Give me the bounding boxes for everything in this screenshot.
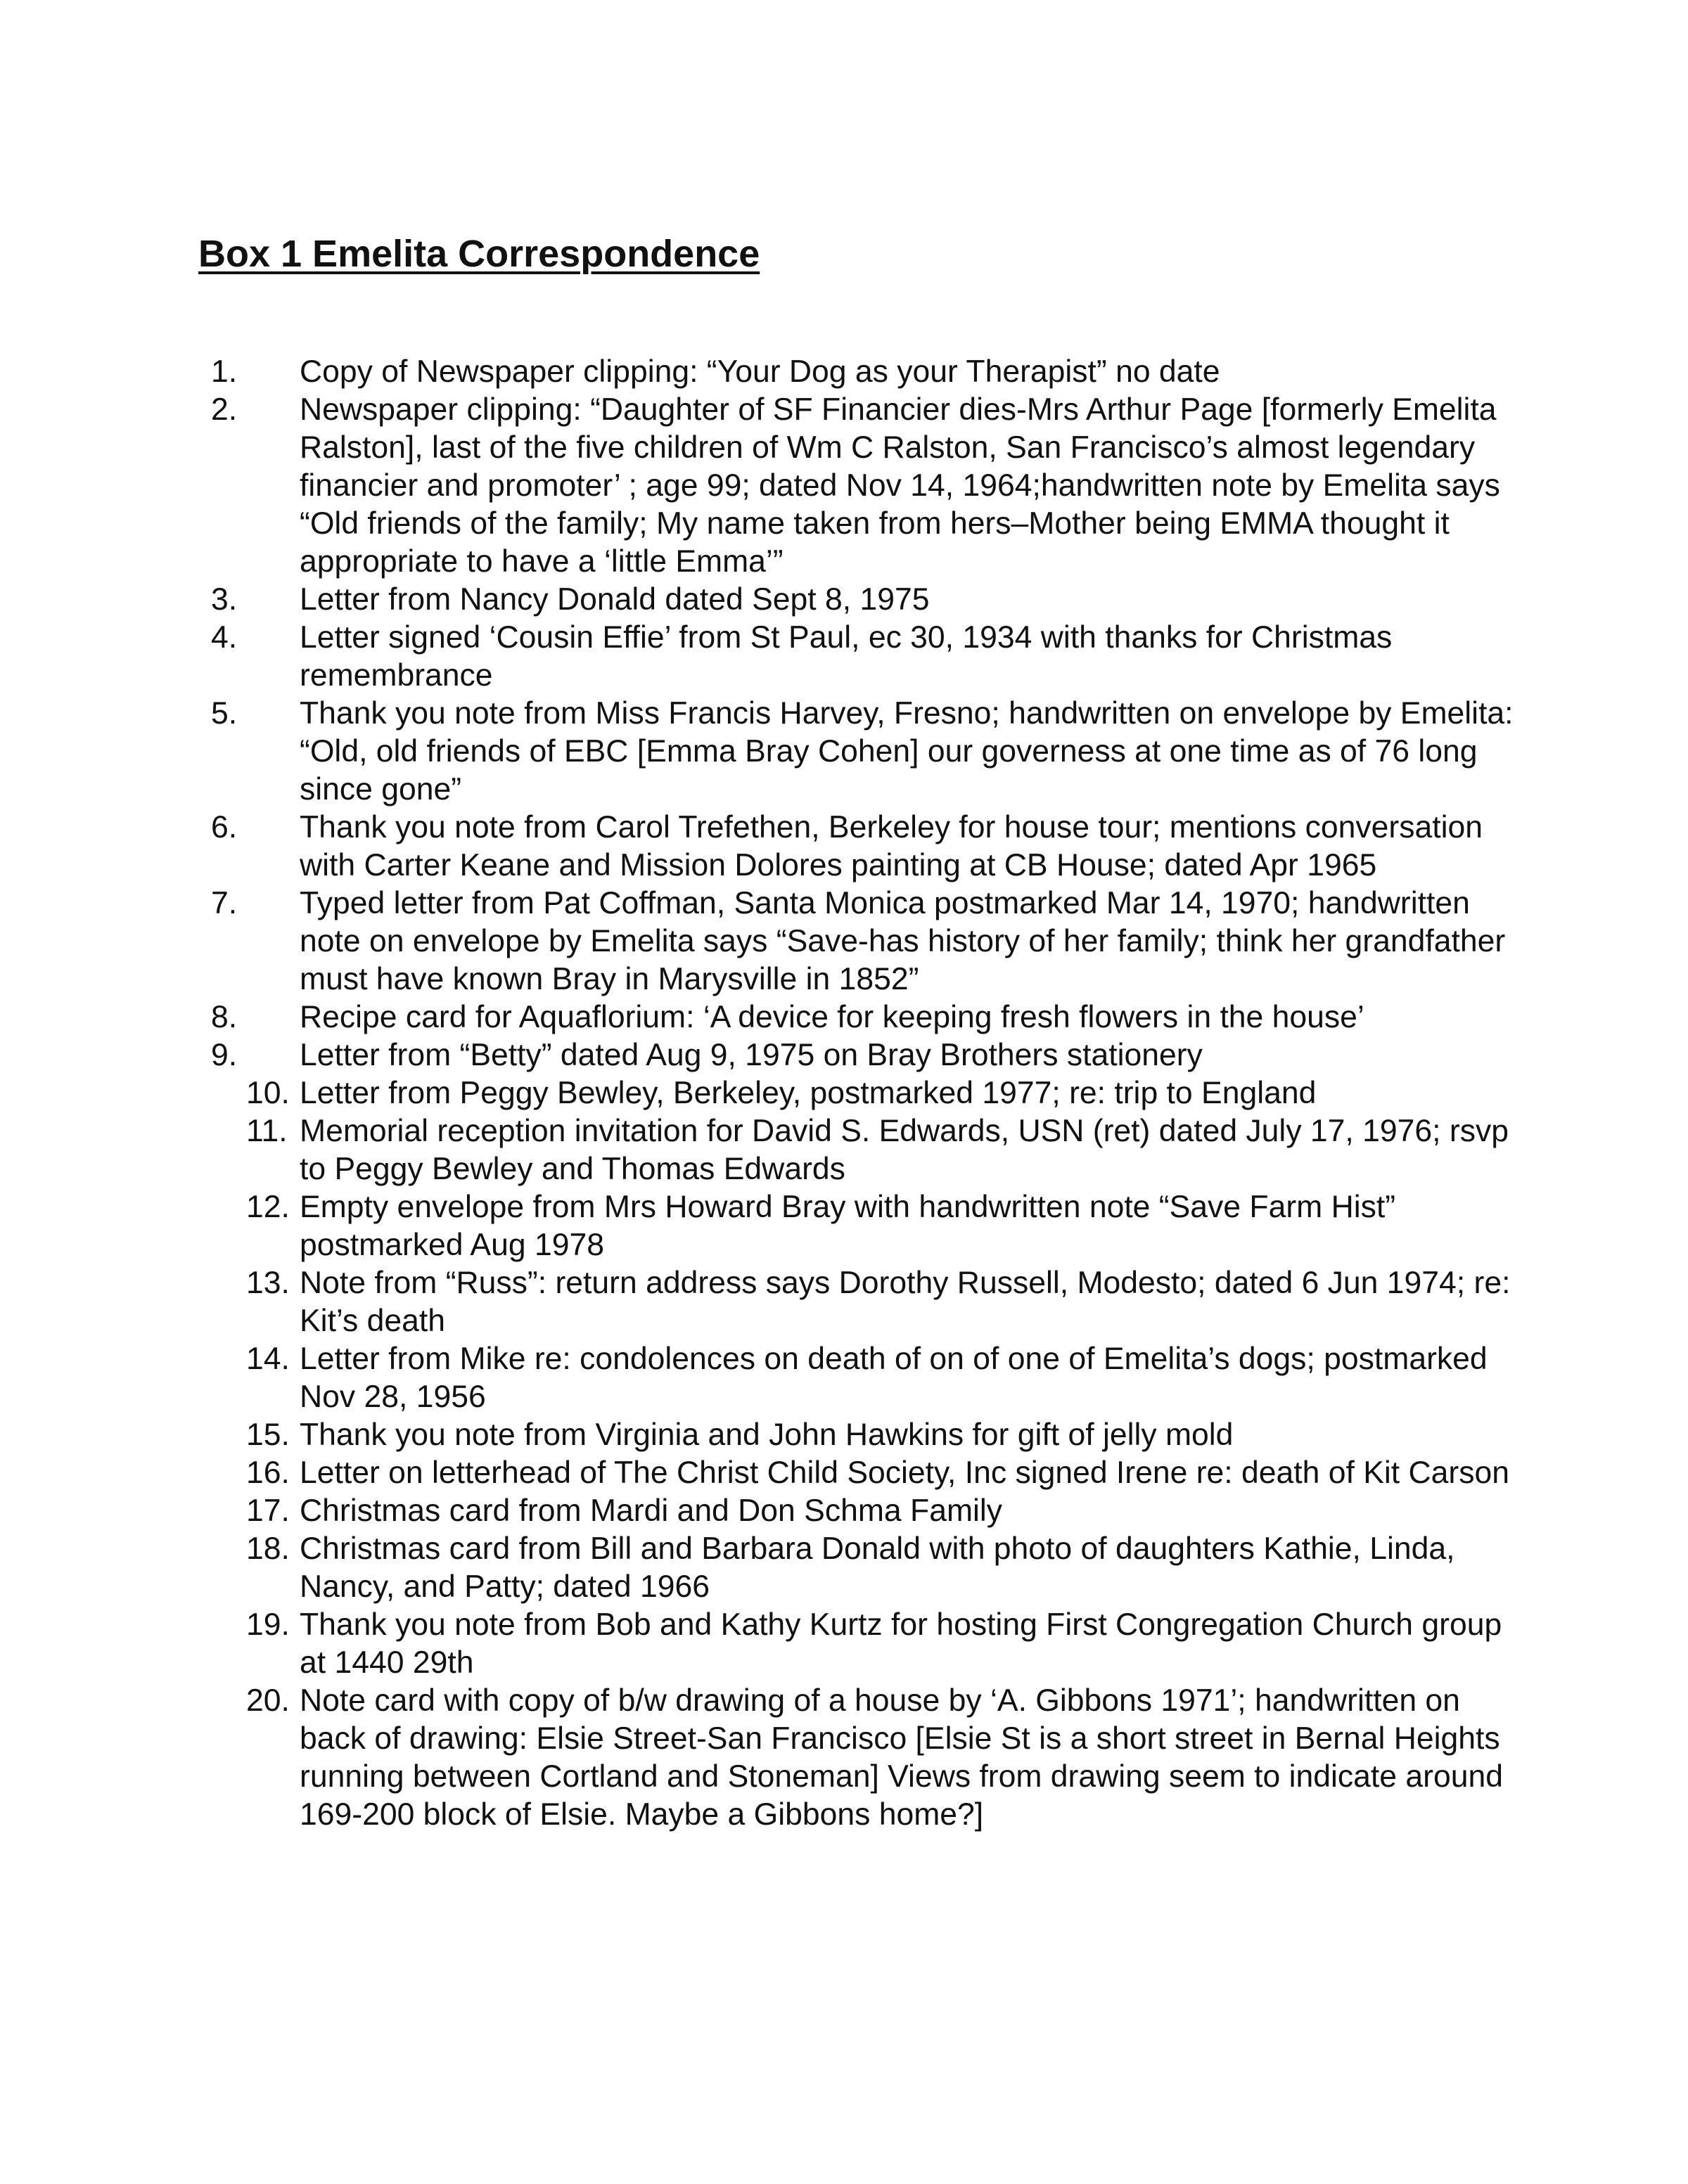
list-item-text: Christmas card from Bill and Barbara Donald with photo of daughters Kathie, Linda, Nancy, and Patty; dated 1966 — [300, 1531, 1455, 1604]
list-item — [0, 1416, 1688, 1454]
list-item-number: 3. — [211, 582, 238, 617]
list-item-text: Thank you note from Miss Francis Harvey, Fresno; handwritten on envelope by Emelita: “Old, old friends of EBC [Emma Bray Cohen] our governess at one time as of 76 long since gone” — [300, 696, 1514, 807]
list-item-text: Newspaper clipping: “Daughter of SF Financier dies-Mrs Arthur Page [formerly Emelita Ralston], last of the five children of Wm C Ralston, San Francisco’s almost legendary financier and promoter’ ; age 99; dated Nov 14, 1964;handwritten note by Emelita says “Old friends of the family; My name taken from hers–Mother being EMMA thought it appropriate to have a ‘little Emma’” — [300, 392, 1500, 579]
list-item-text: Typed letter from Pat Coffman, Santa Monica postmarked Mar 14, 1970; handwritten note on envelope by Emelita says “Save-has history of her family; think her grandfather must have known Bray in Marysville in 1852” — [300, 886, 1506, 996]
list-item-text: Copy of Newspaper clipping: “Your Dog as your Therapist” no date — [300, 354, 1220, 389]
list-item — [0, 1340, 1688, 1416]
list-item — [0, 1074, 1688, 1112]
list-item-number: 8. — [211, 1000, 238, 1034]
list-item — [0, 581, 1688, 619]
list-item — [0, 1492, 1688, 1530]
list-item — [0, 391, 1688, 581]
list-item-number: 1. — [211, 354, 238, 389]
correspondence-list — [0, 353, 1688, 1834]
list-item-number: 16. — [246, 1456, 290, 1490]
list-item-number: 14. — [246, 1342, 290, 1376]
list-item — [0, 695, 1688, 809]
list-item-text: Letter from Mike re: condolences on death of on of one of Emelita’s dogs; postmarked Nov 28, 1956 — [300, 1342, 1488, 1414]
list-item-text: Letter from Nancy Donald dated Sept 8, 1975 — [300, 582, 930, 617]
list-item-text: Thank you note from Bob and Kathy Kurtz for hosting First Congregation Church group at 1440 29th — [300, 1607, 1502, 1680]
list-item — [0, 1036, 1688, 1074]
list-item-text: Thank you note from Virginia and John Hawkins for gift of jelly mold — [300, 1418, 1234, 1452]
list-item-number: 2. — [211, 392, 238, 427]
list-item-number: 17. — [246, 1494, 290, 1528]
list-item-number: 19. — [246, 1607, 290, 1642]
list-item-text: Letter from “Betty” dated Aug 9, 1975 on Bray Brothers stationery — [300, 1038, 1203, 1072]
list-item — [0, 1454, 1688, 1492]
list-item-number: 10. — [246, 1076, 290, 1110]
list-item-text: Letter from Peggy Bewley, Berkeley, postmarked 1977; re: trip to England — [300, 1076, 1317, 1110]
list-item-text: Letter signed ‘Cousin Effie’ from St Paul, ec 30, 1934 with thanks for Christmas remembrance — [300, 620, 1393, 693]
list-item — [0, 1606, 1688, 1682]
list-item-number: 15. — [246, 1418, 290, 1452]
list-item — [0, 1188, 1688, 1264]
list-item — [0, 1264, 1688, 1340]
list-item-number: 7. — [211, 886, 238, 920]
list-item-number: 11. — [246, 1114, 288, 1148]
list-item-number: 6. — [211, 810, 238, 844]
list-item-number: 12. — [246, 1190, 290, 1224]
list-item-number: 9. — [211, 1038, 238, 1072]
list-item — [0, 619, 1688, 695]
list-item-number: 5. — [211, 696, 238, 731]
list-item — [0, 998, 1688, 1036]
list-item-text: Empty envelope from Mrs Howard Bray with handwritten note “Save Farm Hist” postmarked Aug 1978 — [300, 1190, 1396, 1262]
list-item-text: Letter on letterhead of The Christ Child Society, Inc signed Irene re: death of Kit Carson — [300, 1456, 1509, 1490]
list-item — [0, 1682, 1688, 1834]
list-item-text: Christmas card from Mardi and Don Schma Family — [300, 1494, 1003, 1528]
list-item-text: Recipe card for Aquaflorium: ‘A device for keeping fresh flowers in the house’ — [300, 1000, 1364, 1034]
list-item-text: Thank you note from Carol Trefethen, Berkeley for house tour; mentions conversation with Carter Keane and Mission Dolores painting at CB House; dated Apr 1965 — [300, 810, 1483, 882]
list-item-number: 18. — [246, 1531, 290, 1566]
list-item-number: 13. — [246, 1266, 290, 1300]
list-item-number: 4. — [211, 620, 238, 655]
page-title: Box 1 Emelita Correspondence — [198, 233, 760, 275]
list-item — [0, 1112, 1688, 1188]
list-item — [0, 885, 1688, 998]
list-item — [0, 353, 1688, 391]
list-item-text: Note card with copy of b/w drawing of a house by ‘A. Gibbons 1971’; handwritten on back of drawing: Elsie Street-San Francisco [Elsie St is a short street in Bernal Heights running between Cortland and Stoneman] Views from drawing seem to indicate around 169-200 block of Elsie. Maybe a Gibbons home?] — [300, 1683, 1503, 1832]
list-item-text: Note from “Russ”: return address says Dorothy Russell, Modesto; dated 6 Jun 1974; re: Kit’s death — [300, 1266, 1511, 1338]
list-item-number: 20. — [246, 1683, 290, 1718]
list-item-text: Memorial reception invitation for David S. Edwards, USN (ret) dated July 17, 1976; rsvp to Peggy Bewley and Thomas Edwards — [300, 1114, 1509, 1186]
list-item — [0, 1530, 1688, 1606]
list-item — [0, 809, 1688, 885]
